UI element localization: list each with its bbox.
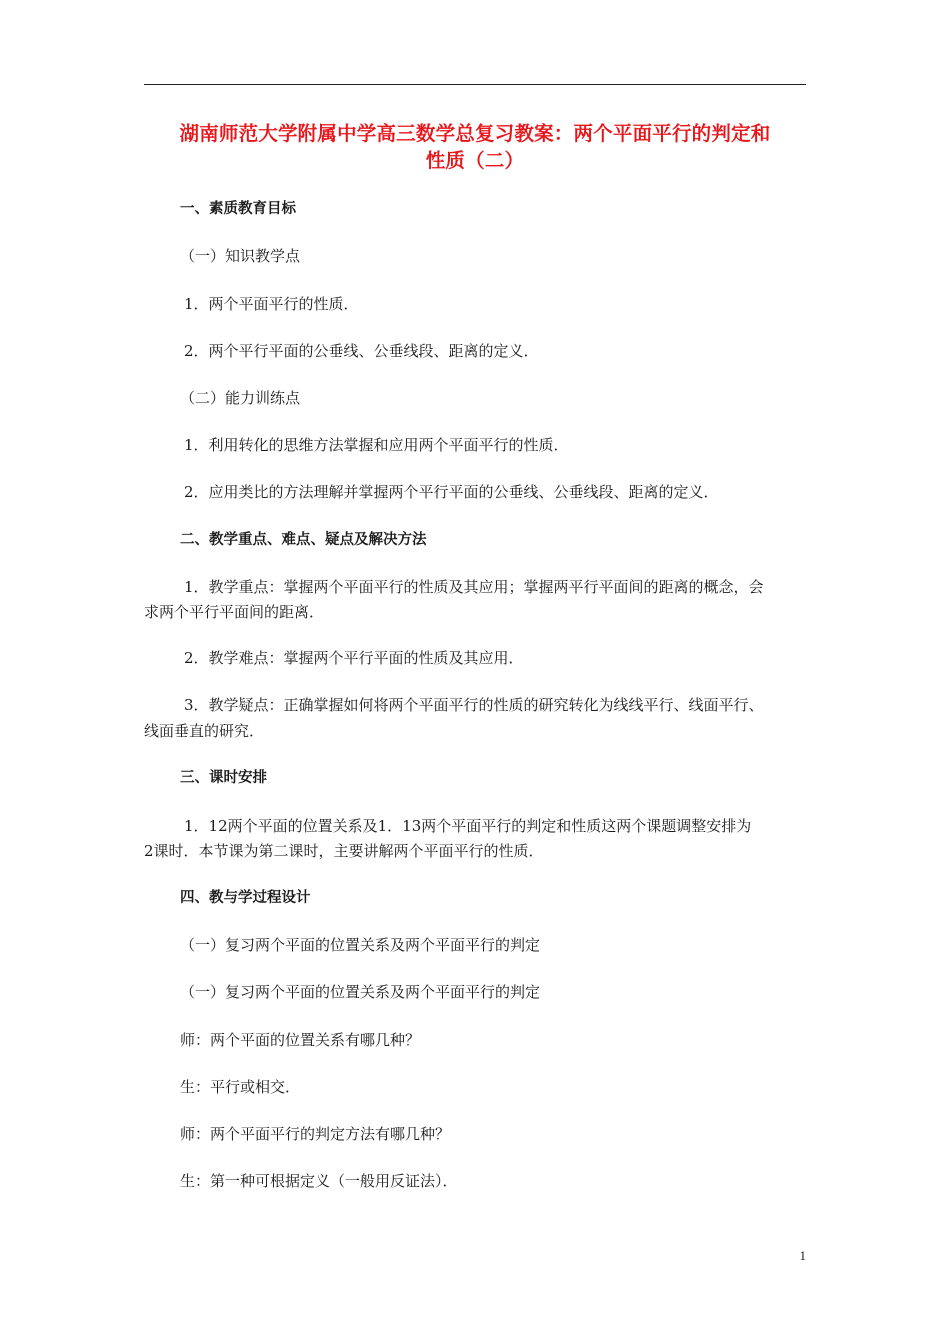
title-line-1: 湖南师范大学附属中学高三数学总复习教案：两个平面平行的判定和 xyxy=(179,122,771,145)
paragraph-continuation: 2课时．本节课为第二课时，主要讲解两个平面平行的性质． xyxy=(144,842,544,860)
section-1-heading: 一、素质教育目标 xyxy=(180,201,296,217)
paragraph: 1．两个平面平行的性质． xyxy=(184,295,359,313)
subsection-4-1-heading: （一）复习两个平面的位置关系及两个平面平行的判定 xyxy=(180,983,541,1001)
paragraph: 1．教学重点：掌握两个平面平行的性质及其应用；掌握两平行平面间的距离的概念，会 xyxy=(184,578,764,596)
document-title xyxy=(144,120,806,174)
subsection-1-1-heading: （一）知识教学点 xyxy=(180,247,301,265)
dialogue-line: 生：第一种可根据定义（一般用反证法）． xyxy=(180,1172,458,1190)
paragraph-continuation: 线面垂直的研究． xyxy=(144,722,265,740)
section-3-heading: 三、课时安排 xyxy=(180,770,267,786)
dialogue-line: 师：两个平面的位置关系有哪几种？ xyxy=(180,1031,421,1049)
section-2-heading: 二、教学重点、难点、疑点及解决方法 xyxy=(180,532,427,548)
paragraph: 2．教学难点：掌握两个平行平面的性质及其应用． xyxy=(184,649,524,667)
title-line-2: 性质（二） xyxy=(425,149,525,172)
subsection-1-2-heading: （二）能力训练点 xyxy=(180,389,301,407)
section-4-heading: 四、教与学过程设计 xyxy=(180,890,311,906)
subsection-4-1-heading: （一）复习两个平面的位置关系及两个平面平行的判定 xyxy=(180,936,541,954)
paragraph: 2．应用类比的方法理解并掌握两个平行平面的公垂线、公垂线段、距离的定义． xyxy=(184,483,719,501)
paragraph: 2．两个平行平面的公垂线、公垂线段、距离的定义． xyxy=(184,342,539,360)
page-number: 1 xyxy=(799,1248,806,1263)
paragraph: 1．利用转化的思维方法掌握和应用两个平面平行的性质． xyxy=(184,436,569,454)
dialogue-line: 师：两个平面平行的判定方法有哪几种？ xyxy=(180,1125,451,1143)
header-rule xyxy=(144,84,806,85)
dialogue-line: 生：平行或相交． xyxy=(180,1078,301,1096)
paragraph-continuation: 求两个平行平面间的距离． xyxy=(144,603,325,621)
paragraph: 1．12两个平面的位置关系及1．13两个平面平行的判定和性质这两个课题调整安排为 xyxy=(184,817,752,835)
paragraph: 3．教学疑点：正确掌握如何将两个平面平行的性质的研究转化为线线平行、线面平行、 xyxy=(184,696,764,714)
